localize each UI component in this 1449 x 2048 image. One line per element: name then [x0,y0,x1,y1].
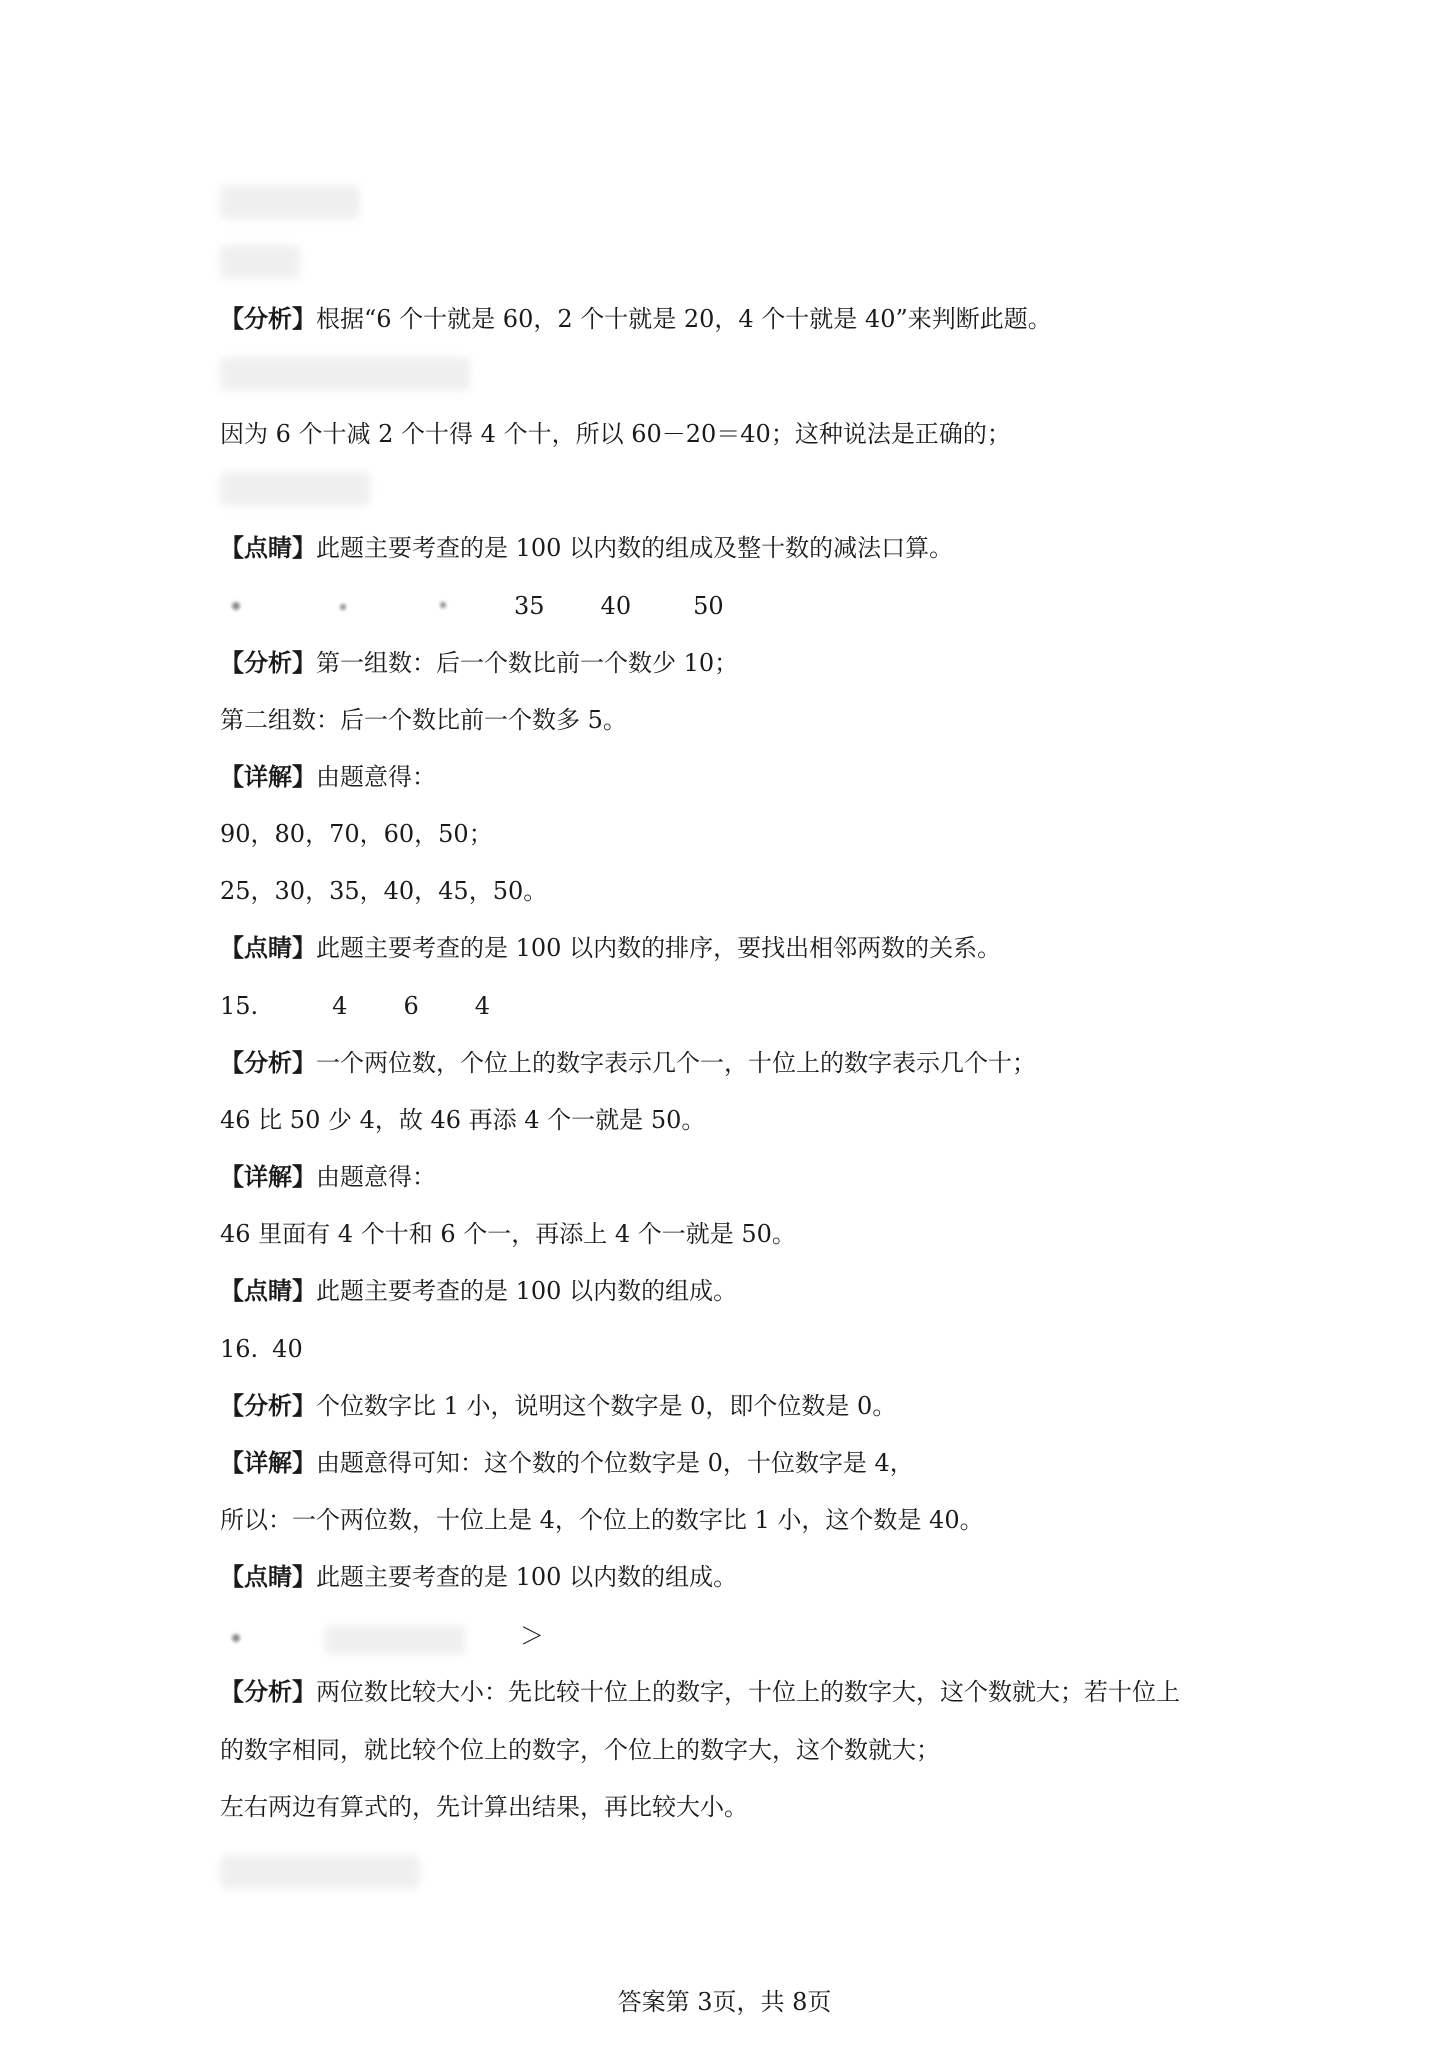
explanation-text: 因为 6 个十减 2 个十得 4 个十，所以 60－20＝40；这种说法是正确的； [220,420,1011,448]
comment-text: 此题主要考查的是 100 以内数的排序，要找出相邻两数的关系。 [316,934,1002,962]
analysis-tag: 【分析】 [220,305,316,333]
explanation-line [220,1218,796,1250]
question-16-answer [220,1333,303,1365]
comment-line [220,532,953,564]
redacted-mark [232,1634,240,1642]
analysis-text: 一个两位数，个位上的数字表示几个一，十位上的数字表示几个十； [316,1049,1036,1077]
comment-line [220,1561,737,1593]
answer-value: 35 [514,592,545,620]
explanation-line [220,1791,748,1823]
comment-tag: 【点睛】 [220,1563,316,1591]
question-15-answer [220,990,490,1022]
question-number: 15. [220,992,259,1020]
comment-text: 此题主要考查的是 100 以内数的组成及整十数的减法口算。 [316,534,954,562]
detail-text: 由题意得可知：这个数的个位数字是 0，十位数字是 4， [316,1449,914,1477]
answer-value: 6 [403,992,419,1020]
detail-line [220,1161,436,1193]
explanation-text: 46 比 50 少 4，故 46 再添 4 个一就是 50。 [220,1106,706,1134]
analysis-text: 个位数字比 1 小，说明这个数字是 0，即个位数是 0。 [316,1392,897,1420]
detail-line [220,1447,914,1479]
detail-text: 由题意得： [316,1163,436,1191]
comment-tag: 【点睛】 [220,1277,316,1305]
detail-tag: 【详解】 [220,763,316,791]
detail-text: 由题意得： [316,763,436,791]
redacted-mark [232,602,240,610]
explanation-text: 的数字相同，就比较个位上的数字，个位上的数字大，这个数就大； [220,1736,940,1764]
analysis-text: 第一组数：后一个数比前一个数少 10； [316,649,739,677]
explanation-text: 所以：一个两位数，十位上是 4，个位上的数字比 1 小，这个数是 40。 [220,1506,984,1534]
explanation-line [220,875,547,907]
redacted-mark [440,602,446,608]
question-number: 16. [220,1335,259,1363]
page-footer: 答案第 3页，共 8页 [617,1988,832,2016]
detail-tag: 【详解】 [220,1449,316,1477]
analysis-tag: 【分析】 [220,1049,316,1077]
analysis-line [220,1390,896,1422]
analysis-text: 两位数比较大小：先比较十位上的数字，十位上的数字大，这个数就大；若十位上 [316,1678,1180,1706]
explanation-line [220,1504,984,1536]
comment-line [220,932,1001,964]
redacted-line [220,1855,420,1889]
redacted-mark [340,604,346,610]
analysis-line [220,1676,1180,1708]
redacted-heading [220,245,300,279]
explanation-line [220,704,627,736]
answer-value: 4 [332,992,348,1020]
explanation-text: 46 里面有 4 个十和 6 个一，再添上 4 个一就是 50。 [220,1220,796,1248]
redacted-line [220,357,470,391]
analysis-tag: 【分析】 [220,649,316,677]
detail-tag: 【详解】 [220,1163,316,1191]
comment-line [220,1275,737,1307]
answer-value: 4 [474,992,491,1020]
comment-tag: 【点睛】 [220,534,316,562]
answer-value: 40 [272,1335,303,1363]
analysis-tag: 【分析】 [220,1392,316,1420]
explanation-line [220,1104,705,1136]
explanation-line [220,1734,940,1766]
redacted-heading [220,185,360,219]
answer-row [520,1620,544,1652]
analysis-line [220,1047,1036,1079]
analysis-text: 根据“6 个十就是 60，2 个十就是 20，4 个十就是 40”来判断此题。 [316,305,1052,333]
comparison-symbol: ＞ [520,1622,544,1650]
explanation-text: 25，30，35，40，45，50。 [220,877,548,905]
comment-text: 此题主要考查的是 100 以内数的组成。 [316,1277,738,1305]
redacted-line [220,472,370,506]
explanation-line [220,418,1011,450]
explanation-text: 90，80，70，60，50； [220,820,493,848]
answer-row [514,590,724,622]
analysis-line [220,647,738,679]
answer-value: 40 [600,592,632,620]
analysis-line [220,303,1052,335]
comment-text: 此题主要考查的是 100 以内数的组成。 [316,1563,738,1591]
explanation-text: 左右两边有算式的，先计算出结果，再比较大小。 [220,1793,748,1821]
explanation-text: 第二组数：后一个数比前一个数多 5。 [220,706,627,734]
detail-line [220,761,436,793]
redacted-line [325,1625,465,1655]
analysis-tag: 【分析】 [220,1678,316,1706]
answer-value: 50 [693,592,724,620]
comment-tag: 【点睛】 [220,934,316,962]
explanation-line [220,818,493,850]
